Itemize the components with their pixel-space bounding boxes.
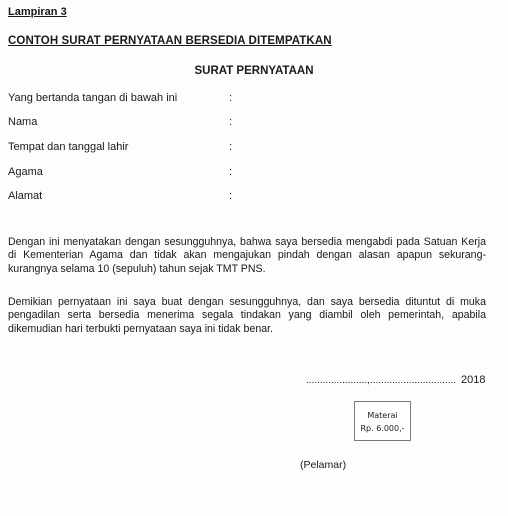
stamp-label: Materai [367,411,398,420]
statement-paragraph: Dengan ini menyatakan dengan sesungguhnya, bahwa saya bersedia mengabdi pada Satuan Kerja di Kementerian Agama dan tidak akan mengajukan pindah dengan alasan apapun sekurang-kurangnya selama 10 (sepuluh) tahun sejak TMT PNS. [8,236,486,275]
stamp-box [354,401,411,441]
stamp-value: Rp. 6.000,- [360,424,405,433]
field-label-religion: Agama [8,166,43,178]
field-colon: : [229,116,233,128]
field-colon: : [229,190,233,202]
field-colon: : [229,166,233,178]
date-placeholder: ......................,............................... [306,375,457,386]
letter-title: SURAT PERNYATAAN [194,65,314,77]
field-colon: : [229,92,233,104]
date-year: 2018 [461,374,486,386]
closing-paragraph: Demikian pernyataan ini saya buat dengan sesungguhnya, dan saya bersedia dituntut di muka pengadilan serta bersedia menerima segala tindakan yang diambil oleh pemerintah, apabila dikemudian hari terbukti pernyataan saya ini tidak benar. [8,296,486,335]
attachment-label: Lampiran 3 [8,6,67,18]
signer-label: (Pelamar) [300,459,347,471]
field-colon: : [229,141,233,153]
field-label-signatory: Yang bertanda tangan di bawah ini [8,92,178,104]
field-label-name: Nama [8,116,38,128]
field-label-birth: Tempat dan tanggal lahir [8,141,129,153]
document-title: CONTOH SURAT PERNYATAAN BERSEDIA DITEMPATKAN [8,35,332,47]
field-label-address: Alamat [8,190,43,202]
